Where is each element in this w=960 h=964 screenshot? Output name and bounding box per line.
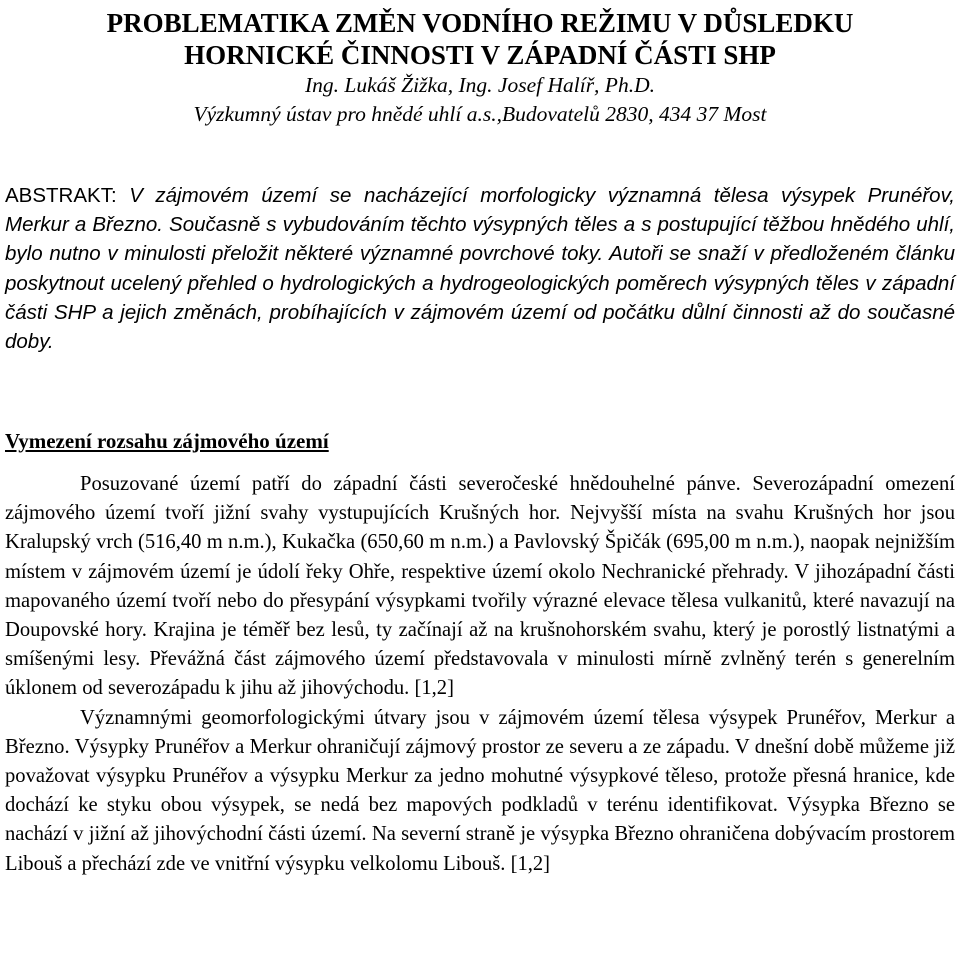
title-line-2: HORNICKÉ ČINNOSTI V ZÁPADNÍ ČÁSTI SHP bbox=[184, 40, 776, 70]
paragraph: Posuzované území patří do západní části severočeské hnědouhelné pánve. Severozápadní omezení zájmového území tvoří jižní svahy vystupujících Krušných hor. Nejvyšší místa na svahu Krušných hor jsou Kralupský vrch (516,40 m n.m.), Kukačka (650,60 m n.m.) a Pavlovský Špičák (695,00 m n.m.), naopak nejnižším místem v zájmovém území je údolí řeky Ohře, respektive území okolo Nechranické přehrady. V jihozápadní části mapovaného území tvoří nebo do přesypání výsypkami tvořily výrazné elevace tělesa vulkanitů, které navazují na Doupovské hory. Krajina je téměř bez lesů, ty začínají až na krušnohorském svahu, který je porostlý listnatými a smíšenými lesy. Převážná část zájmového území představovala v minulosti mírně zvlněný terén s generelním úklonem od severozápadu k jihu až jihovýchodu. [1,2] bbox=[5, 473, 955, 700]
section-heading: Vymezení rozsahu zájmového území bbox=[5, 429, 329, 453]
abstract-label: ABSTRAKT: bbox=[5, 184, 117, 207]
institution: Výzkumný ústav pro hnědé uhlí a.s.,Budovatelů 2830, 434 37 Most bbox=[193, 102, 767, 126]
paragraph: Významnými geomorfologickými útvary jsou v zájmovém území tělesa výsypek Prunéřov, Merkur a Březno. Výsypky Prunéřov a Merkur ohraničují zájmový prostor ze severu a ze západu. V dnešní době můžeme již považovat výsypku Prunéřov a výsypku Merkur za jedno mohutné výsypkové těleso, protože přesná hranice, kde dochází ke styku obou výsypek, se nedá bez mapových podkladů v terénu identifikovat. Výsypka Březno se nachází v jižní až jihovýchodní části území. Na severní straně je výsypka Březno ohraničena dobývacím prostorem Libouš a přechází zde ve vnitřní výsypku velkolomu Libouš. [1,2] bbox=[5, 706, 955, 875]
section-body bbox=[5, 470, 955, 879]
abstract-text: V zájmovém území se nacházející morfologicky významná tělesa výsypek Prunéřov, Merkur a Březno. Současně s vybudováním těchto výsypných těles a s postupující těžbou hnědého uhlí, bylo nutno v minulosti přeložit některé významné povrchové toky. Autoři se snaží v předloženém článku poskytnout ucelený přehled o hydrologických a hydrogeologických poměrech výsypných těles v západní části SHP a jejich změnách, probíhajících v zájmovém území od počátku důlní činnosti až do současné doby. bbox=[5, 184, 955, 354]
authors: Ing. Lukáš Žižka, Ing. Josef Halíř, Ph.D. bbox=[305, 73, 655, 97]
paper-title bbox=[0, 7, 960, 71]
title-line-1: PROBLEMATIKA ZMĚN VODNÍHO REŽIMU V DŮSLEDKU bbox=[106, 8, 854, 38]
abstract bbox=[5, 181, 955, 356]
